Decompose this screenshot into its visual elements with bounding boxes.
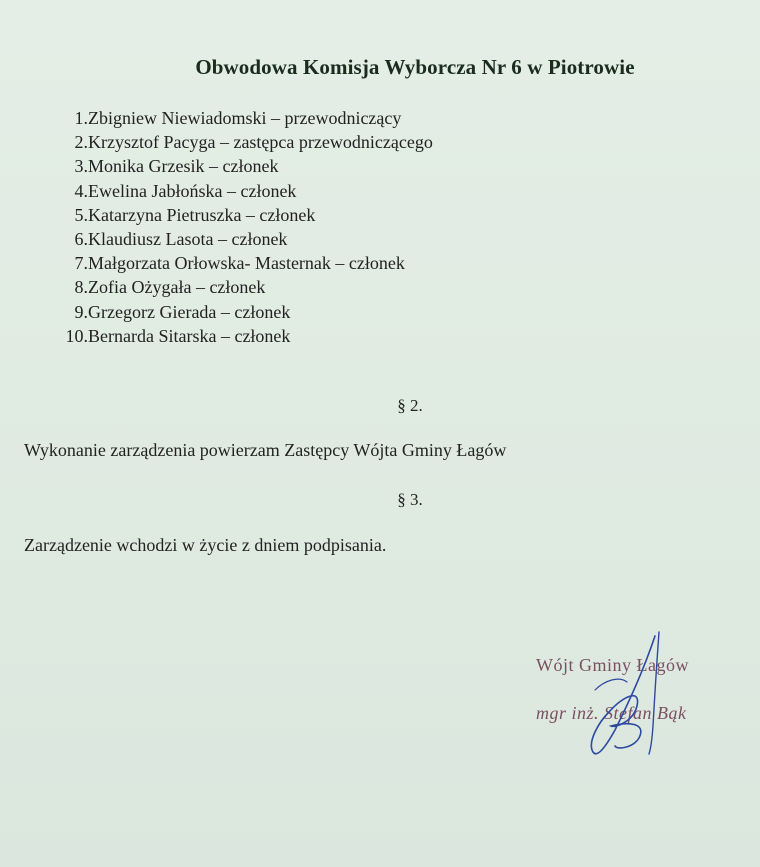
- list-item: [44, 251, 433, 275]
- item-number: 1.: [74, 108, 88, 128]
- list-item: [44, 130, 433, 154]
- list-item: [44, 300, 433, 324]
- list-item: [44, 106, 433, 130]
- list-item: [44, 154, 433, 178]
- item-number: 6.: [74, 229, 88, 250]
- section-2-text: Wykonanie zarządzenia powierzam Zastępcy Wójta Gminy Łagów: [24, 440, 507, 460]
- item-text: Małgorzata Orłowska- Masternak – członek: [88, 253, 405, 274]
- list-item: [44, 179, 433, 203]
- item-number: 2.: [74, 132, 88, 153]
- item-number: 5.: [74, 204, 88, 225]
- list-item: [44, 227, 433, 251]
- item-text: Ewelina Jabłońska – członek: [88, 180, 297, 201]
- item-number: 9.: [74, 301, 88, 322]
- commission-title: Obwodowa Komisja Wyborcza Nr 6 w Piotrowie: [195, 55, 635, 79]
- list-item: [44, 203, 433, 227]
- members-list: [44, 106, 433, 348]
- item-text: Klaudiusz Lasota – członek: [88, 229, 288, 250]
- item-text: Grzegorz Gierada – członek: [88, 301, 291, 322]
- item-text: Zbigniew Niewiadomski – przewodniczący: [88, 108, 402, 128]
- item-text: Katarzyna Pietruszka – członek: [88, 204, 316, 225]
- item-text: Krzysztof Pacyga – zastępca przewodniczącego: [88, 132, 433, 153]
- item-number: 3.: [74, 156, 88, 177]
- item-number: 4.: [74, 180, 88, 201]
- list-item: [44, 324, 433, 348]
- section-3-heading: § 3.: [397, 490, 423, 509]
- handwritten-signature: [575, 630, 685, 770]
- item-number: 8.: [74, 277, 88, 298]
- stamp-title: Wójt Gminy Łagów: [536, 655, 689, 675]
- section-3-text: Zarządzenie wchodzi w życie z dniem podpisania.: [24, 535, 387, 555]
- item-number: 7.: [74, 253, 88, 274]
- section-2-heading: § 2.: [397, 396, 423, 415]
- item-number: 10.: [65, 325, 88, 346]
- item-text: Zofia Ożygała – członek: [88, 277, 266, 298]
- list-item: [44, 275, 433, 299]
- stamp-name: mgr inż. Stefan Bąk: [536, 703, 687, 723]
- item-text: Bernarda Sitarska – członek: [88, 325, 291, 346]
- item-text: Monika Grzesik – członek: [88, 156, 279, 177]
